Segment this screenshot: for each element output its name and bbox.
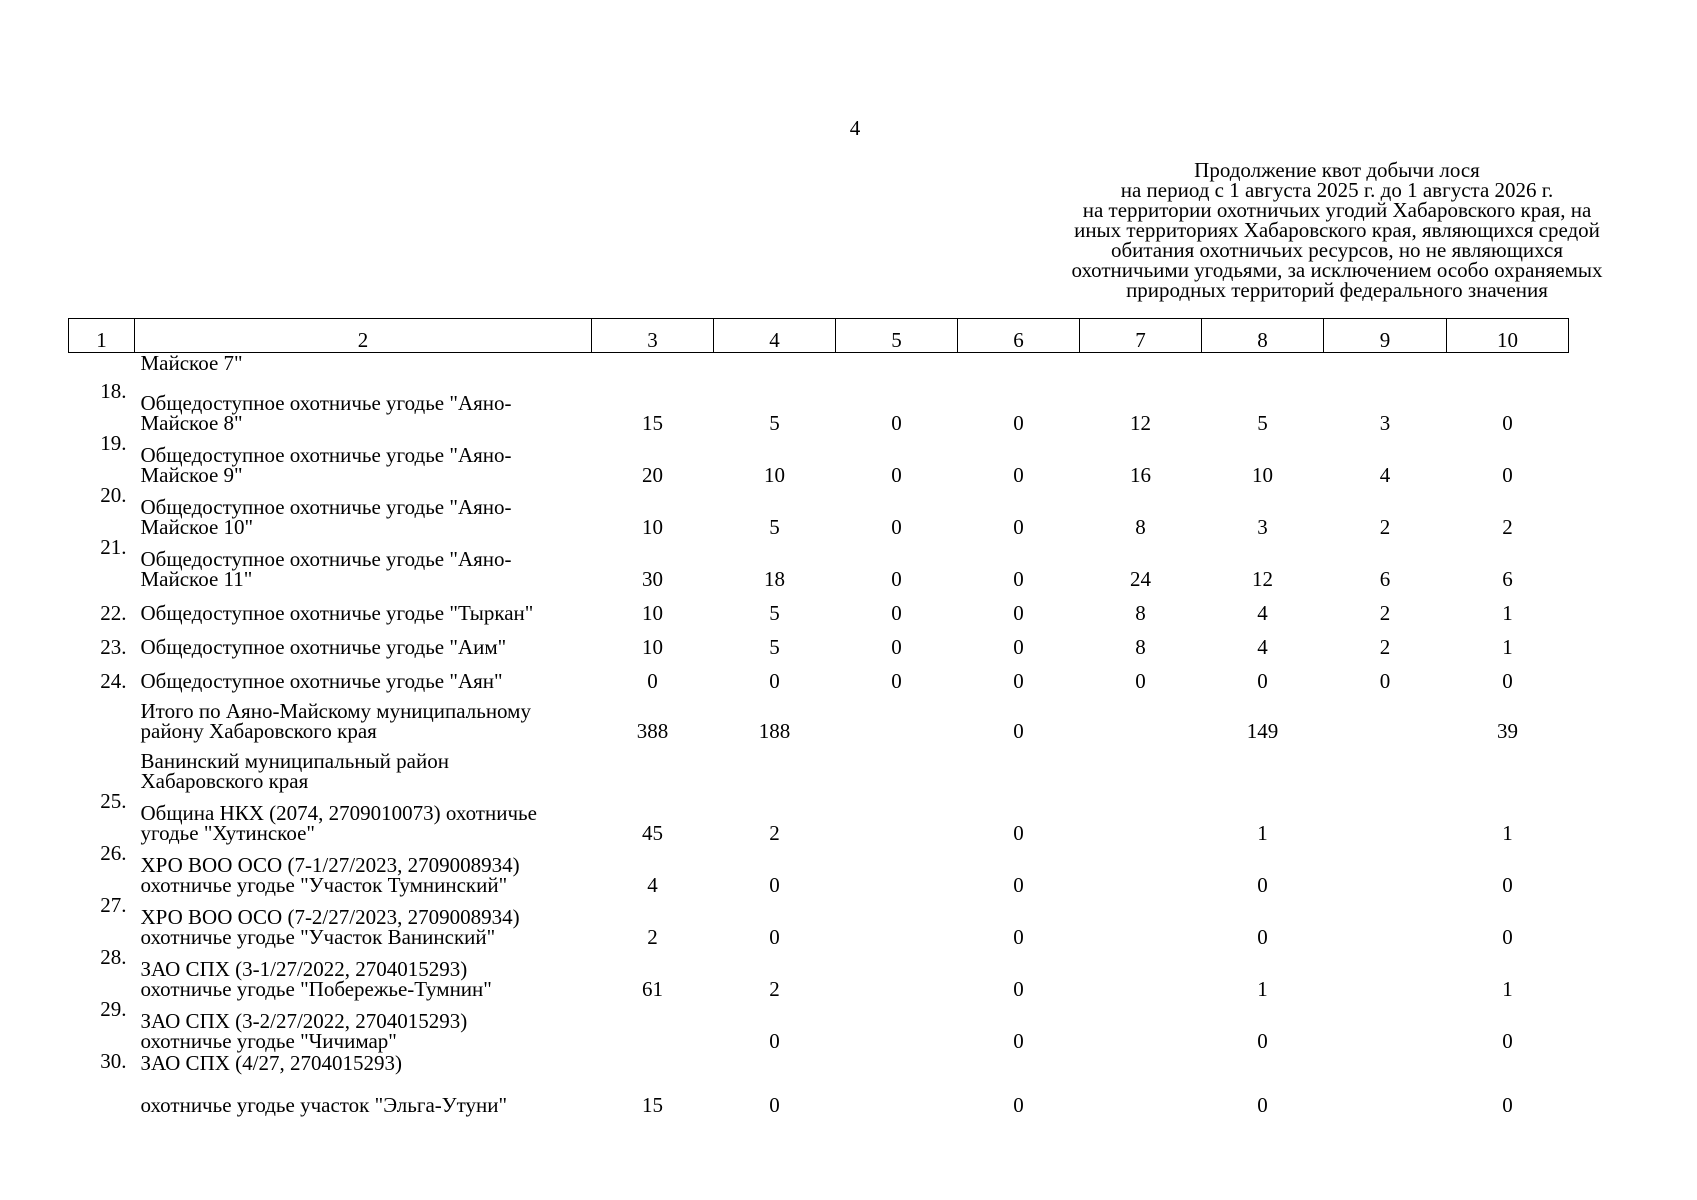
- hunting-ground-name: [135, 947, 592, 999]
- title-line: Продолжение квот добычи лося: [1194, 158, 1480, 182]
- quota-cell-c6: 0: [1013, 601, 1024, 625]
- name-line: Хабаровского края: [140, 769, 309, 793]
- name-line: Майское 7": [140, 351, 243, 375]
- quota-cell-c5: 0: [891, 635, 902, 659]
- quota-cell-c5: 0: [891, 515, 902, 539]
- row-number: 30.: [100, 1049, 127, 1073]
- quota-cell-c4: 5: [769, 515, 780, 539]
- quota-cell-c4: [714, 353, 836, 382]
- column-number-row: [69, 319, 1569, 353]
- quota-cell-c6: 0: [1013, 821, 1024, 845]
- column-header: 5: [836, 319, 958, 353]
- hunting-ground-name: [135, 741, 592, 791]
- quota-cell-c7: 16: [1130, 463, 1151, 487]
- name-line: Общедоступное охотничье угодье "Тыркан": [140, 601, 534, 625]
- quota-cell-c4: 0: [769, 1093, 780, 1117]
- quota-cell-c7: 24: [1130, 567, 1151, 591]
- quota-cell-c5: [836, 843, 958, 895]
- hunting-ground-name: [135, 381, 592, 433]
- quota-cell-c9: [1324, 791, 1447, 843]
- quota-cell-c6: 0: [1013, 873, 1024, 897]
- row-number: [69, 353, 135, 382]
- quota-cell-c7: [1080, 947, 1202, 999]
- table-row: [69, 947, 1569, 999]
- quota-cell-c5: 0: [891, 463, 902, 487]
- hunting-ground-name: [135, 589, 592, 623]
- table-row: [69, 589, 1569, 623]
- name-line: Общедоступное охотничье угодье "Аяно-: [140, 443, 512, 467]
- quota-cell-c7: 0: [1135, 669, 1146, 693]
- quota-cell-c7: [1080, 691, 1202, 741]
- quota-cell-c6: 0: [1013, 925, 1024, 949]
- quota-cell-c3: 15: [642, 1093, 663, 1117]
- quota-cell-c10: 0: [1502, 411, 1513, 435]
- quota-cell-c5: 0: [891, 411, 902, 435]
- hunting-ground-name: [135, 537, 592, 589]
- quota-cell-c5: 0: [891, 601, 902, 625]
- quota-cell-c10: 1: [1502, 601, 1513, 625]
- row-number: 23.: [100, 635, 127, 659]
- hunting-ground-name: [135, 485, 592, 537]
- quota-cell-c4: 5: [769, 411, 780, 435]
- quota-cell-c10: 0: [1502, 1029, 1513, 1053]
- quota-cell-c6: 0: [1013, 1029, 1024, 1053]
- title-line: на территории охотничьих угодий Хабаровского края, на: [1082, 198, 1592, 222]
- quota-cell-c5: [836, 791, 958, 843]
- row-number: 25.: [100, 789, 127, 813]
- quota-cell-c8: 4: [1257, 601, 1268, 625]
- quota-cell-c6: 0: [1013, 669, 1024, 693]
- quota-cell-c4: 10: [764, 463, 785, 487]
- name-line: ЗАО СПХ (3-2/27/2022, 2704015293): [140, 1009, 468, 1033]
- name-line: охотничье угодье "Участок Тумнинский": [140, 873, 508, 897]
- quota-cell-c10: 0: [1502, 873, 1513, 897]
- quota-cell-c4: 0: [769, 873, 780, 897]
- name-line: ЗАО СПХ (4/27, 2704015293): [140, 1051, 402, 1075]
- quota-cell-c4: 0: [769, 925, 780, 949]
- table-row: [69, 895, 1569, 947]
- table-row: [69, 1051, 1569, 1115]
- quota-cell-c6: [958, 741, 1080, 791]
- quota-cell-c6: [958, 353, 1080, 382]
- table-row: [69, 999, 1569, 1051]
- table-row: [69, 657, 1569, 691]
- table-row: [69, 537, 1569, 589]
- quota-cell-c4: 2: [769, 977, 780, 1001]
- quota-cell-c10: 6: [1502, 567, 1513, 591]
- quota-cell-c5: 0: [891, 669, 902, 693]
- quota-cell-c9: [1324, 691, 1447, 741]
- quota-cell-c7: 8: [1135, 515, 1146, 539]
- hunting-ground-name: [135, 623, 592, 657]
- quota-cell-c9: 4: [1379, 463, 1391, 487]
- quota-cell-c7: [1080, 791, 1202, 843]
- quota-cell-c6: 0: [1013, 463, 1024, 487]
- quota-cell-c7: 8: [1135, 635, 1146, 659]
- hunting-ground-name: [135, 433, 592, 485]
- quota-cell-c8: 1: [1257, 821, 1268, 845]
- hunting-ground-name: [135, 1051, 592, 1115]
- row-number: 19.: [100, 431, 127, 455]
- quota-cell-c10: 1: [1502, 977, 1513, 1001]
- quota-cell-c4: 18: [764, 567, 785, 591]
- quota-cell-c9: [1324, 1051, 1447, 1115]
- hunting-ground-name: [135, 843, 592, 895]
- table-row: [69, 741, 1569, 791]
- quota-cell-c10: 0: [1502, 463, 1513, 487]
- column-header: 1: [69, 319, 135, 353]
- title-line: на период с 1 августа 2025 г. до 1 августа 2026 г.: [1120, 178, 1554, 202]
- quota-cell-c5: [836, 741, 958, 791]
- name-line: Майское 9": [140, 463, 243, 487]
- quota-cell-c10: 2: [1502, 515, 1513, 539]
- hunting-ground-name: [135, 999, 592, 1051]
- row-number: 20.: [100, 483, 127, 507]
- column-header: 3: [592, 319, 714, 353]
- name-line: Общедоступное охотничье угодье "Аяно-: [140, 495, 512, 519]
- name-line: охотничье угодье "Участок Ванинский": [140, 925, 496, 949]
- row-number: 28.: [100, 945, 127, 969]
- quota-cell-c5: [836, 353, 958, 382]
- quota-cell-c4: 0: [769, 669, 780, 693]
- table-title: [1016, 160, 1658, 300]
- quota-cell-c6: 0: [1013, 1093, 1024, 1117]
- hunting-ground-name: [135, 895, 592, 947]
- quota-cell-c8: 0: [1257, 669, 1268, 693]
- quota-cell-c9: [1324, 741, 1447, 791]
- quota-cell-c10: 1: [1502, 635, 1513, 659]
- title-line: обитания охотничьих ресурсов, но не являющихся: [1110, 238, 1564, 262]
- quota-cell-c8: 0: [1257, 873, 1268, 897]
- quota-cell-c8: 149: [1246, 719, 1279, 743]
- quota-cell-c4: 0: [769, 1029, 780, 1053]
- quota-cell-c10: 39: [1497, 719, 1518, 743]
- quota-cell-c9: 2: [1379, 515, 1391, 539]
- column-header: 8: [1202, 319, 1324, 353]
- quota-cell-c3: 30: [642, 567, 663, 591]
- quota-cell-c8: 5: [1257, 411, 1268, 435]
- name-line: району Хабаровского края: [140, 719, 377, 743]
- quota-cell-c3: 388: [636, 719, 669, 743]
- quota-cell-c4: 5: [769, 635, 780, 659]
- column-header: 6: [958, 319, 1080, 353]
- quota-cell-c10: 0: [1502, 925, 1513, 949]
- quota-cell-c8: 0: [1257, 1093, 1268, 1117]
- quota-cell-c3: [592, 741, 714, 791]
- quota-cell-c5: [836, 1051, 958, 1115]
- column-header: 9: [1324, 319, 1447, 353]
- quota-cell-c8: 1: [1257, 977, 1268, 1001]
- quota-cell-c8: [1202, 741, 1324, 791]
- quota-cell-c8: 10: [1252, 463, 1273, 487]
- name-line: Общедоступное охотничье угодье "Аим": [140, 635, 507, 659]
- quota-cell-c6: 0: [1013, 515, 1024, 539]
- row-number: 26.: [100, 841, 127, 865]
- row-number: 24.: [100, 669, 127, 693]
- quota-cell-c8: 3: [1257, 515, 1268, 539]
- quota-cell-c9: [1324, 353, 1447, 382]
- quota-cell-c9: 3: [1379, 411, 1391, 435]
- quota-cell-c6: 0: [1013, 719, 1024, 743]
- quota-cell-c3: 10: [642, 515, 663, 539]
- row-number: [69, 741, 135, 791]
- table-row: [69, 691, 1569, 741]
- quota-cell-c10: [1447, 741, 1569, 791]
- name-line: Итого по Аяно-Майскому муниципальному: [140, 699, 531, 723]
- quota-cell-c9: 2: [1379, 635, 1391, 659]
- name-line: охотничье угодье участок "Эльга-Утуни": [140, 1093, 508, 1117]
- table-row: [69, 485, 1569, 537]
- name-line: Майское 11": [140, 567, 253, 591]
- quota-cell-c5: [836, 895, 958, 947]
- title-line: природных территорий федерального значения: [1126, 278, 1548, 302]
- quota-cell-c3: 61: [642, 977, 663, 1001]
- title-line: охотничьими угодьями, за исключением особо охраняемых: [1071, 258, 1603, 282]
- quota-cell-c6: 0: [1013, 977, 1024, 1001]
- quota-cell-c9: 0: [1379, 669, 1391, 693]
- quota-cell-c7: [1080, 741, 1202, 791]
- row-number: 18.: [100, 379, 127, 403]
- name-line: охотничье угодье "Чичимар": [140, 1029, 397, 1053]
- name-line: Майское 8": [140, 411, 243, 435]
- quota-cell-c5: [836, 947, 958, 999]
- title-line: иных территориях Хабаровского края, являющихся средой: [1074, 218, 1600, 242]
- table-row: [69, 623, 1569, 657]
- quota-cell-c7: 12: [1130, 411, 1151, 435]
- quota-cell-c3: [592, 999, 714, 1051]
- quota-cell-c10: [1447, 353, 1569, 382]
- quota-cell-c3: 4: [647, 873, 658, 897]
- name-line: ХРО ВОО ОСО (7-2/27/2023, 2709008934): [140, 905, 520, 929]
- quota-cell-c9: 6: [1379, 567, 1391, 591]
- page-number: 4: [849, 116, 861, 140]
- hunting-ground-name: [135, 691, 592, 741]
- quota-cell-c3: 0: [647, 669, 658, 693]
- name-line: Ванинский муниципальный район: [140, 749, 449, 773]
- quota-cell-c7: [1080, 843, 1202, 895]
- name-line: Общедоступное охотничье угодье "Аяно-: [140, 391, 512, 415]
- quota-cell-c9: [1324, 947, 1447, 999]
- quota-cell-c10: 0: [1502, 669, 1513, 693]
- quota-cell-c4: [714, 741, 836, 791]
- quota-cell-c5: 0: [891, 567, 902, 591]
- quota-cell-c7: [1080, 353, 1202, 382]
- quota-cell-c8: 4: [1257, 635, 1268, 659]
- quota-cell-c9: [1324, 895, 1447, 947]
- column-header: 7: [1080, 319, 1202, 353]
- quota-cell-c7: 8: [1135, 601, 1146, 625]
- quota-cell-c3: 45: [642, 821, 663, 845]
- quota-cell-c3: 10: [642, 635, 663, 659]
- row-number: [69, 691, 135, 741]
- table-row: [69, 353, 1569, 382]
- quota-cell-c4: 188: [758, 719, 791, 743]
- hunting-ground-name: [135, 657, 592, 691]
- quota-cell-c8: 0: [1257, 1029, 1268, 1053]
- name-line: Майское 10": [140, 515, 254, 539]
- hunting-ground-name: [135, 791, 592, 843]
- quota-cell-c9: 2: [1379, 601, 1391, 625]
- quota-cell-c9: [1324, 999, 1447, 1051]
- quota-cell-c3: [592, 353, 714, 382]
- quota-cell-c3: 20: [642, 463, 663, 487]
- quota-cell-c10: 0: [1502, 1093, 1513, 1117]
- quota-cell-c3: 10: [642, 601, 663, 625]
- row-number: 21.: [100, 535, 127, 559]
- hunting-ground-name: [135, 353, 592, 382]
- name-line: ХРО ВОО ОСО (7-1/27/2023, 2709008934): [140, 853, 520, 877]
- row-number: 29.: [100, 997, 127, 1021]
- name-line: Общедоступное охотничье угодье "Аяно-: [140, 547, 512, 571]
- name-line: Община НКХ (2074, 2709010073) охотничье: [140, 801, 537, 825]
- quota-cell-c6: 0: [1013, 635, 1024, 659]
- quota-cell-c5: [836, 691, 958, 741]
- quota-cell-c9: [1324, 843, 1447, 895]
- quota-cell-c7: [1080, 895, 1202, 947]
- column-header: 4: [714, 319, 836, 353]
- column-header: 2: [135, 319, 592, 353]
- table-row: [69, 791, 1569, 843]
- row-number: 27.: [100, 893, 127, 917]
- table-row: [69, 843, 1569, 895]
- name-line: охотничье угодье "Побережье-Тумнин": [140, 977, 492, 1001]
- quota-cell-c4: 5: [769, 601, 780, 625]
- quota-cell-c7: [1080, 1051, 1202, 1115]
- quota-cell-c3: 15: [642, 411, 663, 435]
- name-line: Общедоступное охотничье угодье "Аян": [140, 669, 503, 693]
- quota-cell-c8: [1202, 353, 1324, 382]
- quota-table: [68, 318, 1569, 1115]
- name-line: ЗАО СПХ (3-1/27/2022, 2704015293): [140, 957, 468, 981]
- name-line: угодье "Хутинское": [140, 821, 315, 845]
- quota-cell-c10: 1: [1502, 821, 1513, 845]
- quota-cell-c6: 0: [1013, 411, 1024, 435]
- quota-cell-c5: [836, 999, 958, 1051]
- quota-cell-c8: 0: [1257, 925, 1268, 949]
- table-row: [69, 433, 1569, 485]
- quota-cell-c3: 2: [647, 925, 658, 949]
- quota-cell-c4: 2: [769, 821, 780, 845]
- column-header: 10: [1447, 319, 1569, 353]
- table-row: [69, 381, 1569, 433]
- quota-cell-c6: 0: [1013, 567, 1024, 591]
- quota-cell-c7: [1080, 999, 1202, 1051]
- quota-cell-c8: 12: [1252, 567, 1273, 591]
- row-number: 22.: [100, 601, 127, 625]
